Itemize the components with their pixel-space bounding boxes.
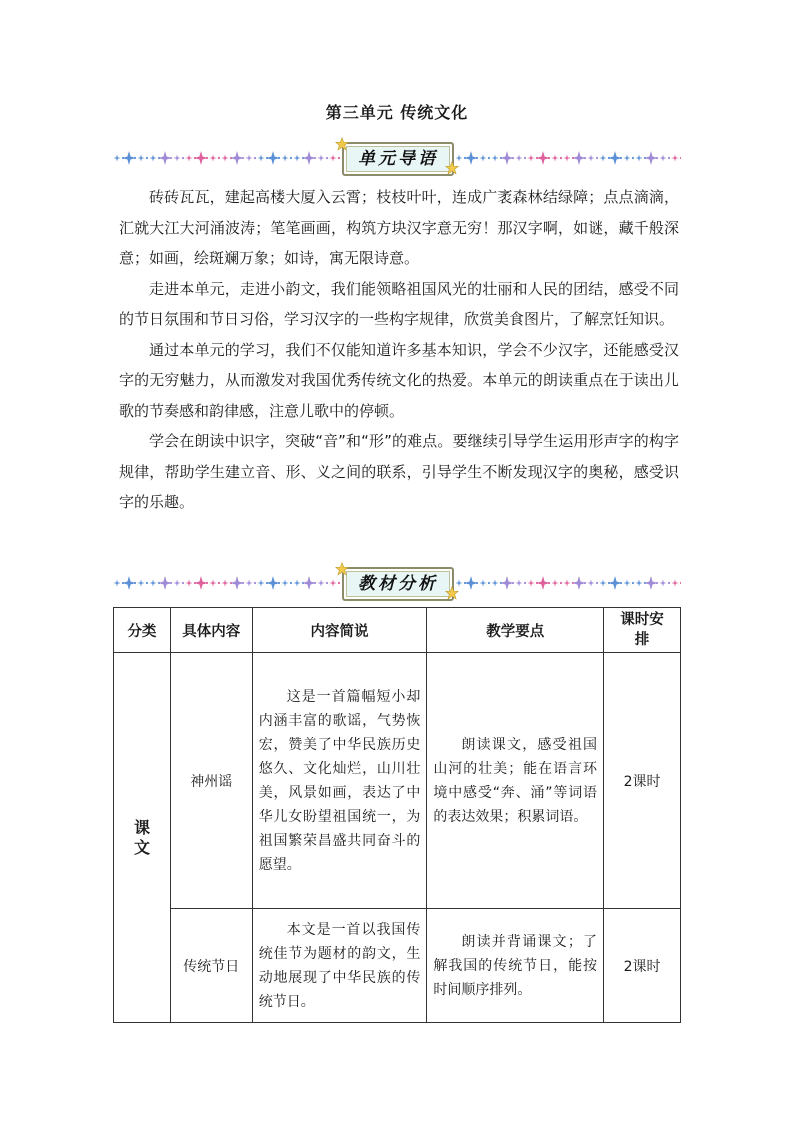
sparkle-icon [492,580,499,587]
header-summary: 内容简说 [252,608,427,653]
sparkle-icon [600,580,607,587]
sparkle-icon [258,580,265,587]
intro-paragraph: 学会在朗读中识字，突破“音”和“形”的难点。要继续引导学生运用形声字的构字规律，帮助学生建立音、形、义之间的联系，引导学生不断发现汉字的奥秘，感受识字的乐趣。 [119,432,679,511]
section-divider-intro [113,141,681,175]
section-badge-intro: 单元导语 [342,142,454,176]
sparkle-icon [294,155,301,162]
sparkle-icon [672,155,679,162]
ribbon-dot [512,582,514,584]
sparkle-icon [528,155,535,162]
sparkle-icon [158,576,172,590]
page-title: 第三单元 传统文化 [325,103,469,122]
sparkle-icon [464,151,478,165]
sparkle-icon [624,155,631,162]
sparkle-icon [318,580,325,587]
ribbon-dot [668,157,670,159]
sparkle-icon [194,151,208,165]
sparkle-icon [552,155,559,162]
ribbon-dot [548,582,550,584]
header-content: 具体内容 [170,608,252,653]
sparkle-icon [564,155,571,162]
ribbon-dot [476,582,478,584]
ribbon-dot [134,582,136,584]
summary-cell: 这是一首篇幅短小却内涵丰富的歌谣，气势恢宏，赞美了中华民族历史悠久、文化灿烂，山川壮美，风景如画，表达了中华儿女盼望祖国统一，为祖国繁荣昌盛共同奋斗的愿望。 [252,653,427,909]
sparkle-icon [600,155,607,162]
ribbon-dot [206,582,208,584]
unit-intro [119,182,679,518]
ribbon-dot [476,157,478,159]
sparkle-icon [500,576,514,590]
sparkle-icon [282,155,289,162]
star-icon [335,562,349,576]
sparkle-icon [294,580,301,587]
section-divider-analysis [113,566,681,600]
sparkle-icon [246,155,253,162]
sparkle-icon [114,155,121,162]
sparkle-icon [318,155,325,162]
ribbon-dot [338,582,340,584]
sparkle-icon [230,576,244,590]
ribbon-dot [254,582,256,584]
sparkle-icon [222,155,229,162]
ribbon-dot [326,157,328,159]
sparkle-icon [258,155,265,162]
sparkle-icon [230,151,244,165]
sparkle-icon [672,580,679,587]
sparkle-icon [330,155,337,162]
sparkle-icon [464,576,478,590]
sparkle-icon [564,580,571,587]
sparkle-icon [624,580,631,587]
sparkle-icon [138,580,145,587]
ribbon-dot [656,157,658,159]
sparkle-icon [210,580,217,587]
ribbon-dot [524,157,526,159]
ribbon-dot [314,157,316,159]
sparkle-icon [266,576,280,590]
sparkle-icon [480,155,487,162]
ribbon-dot [620,157,622,159]
intro-paragraph: 砖砖瓦瓦，建起高楼大厦入云霄；枝枝叶叶，连成广袤森林结绿障；点点滴滴，汇就大江大河涌波涛；笔笔画画，构筑方块汉字意无穷！那汉字啊，如谜，藏千般深意；如画，绘斑斓万象；如诗，寓无限诗意。 [119,188,679,267]
sparkle-icon [174,580,181,587]
content-cell: 传统节日 [170,909,252,1023]
ribbon-dot [488,582,490,584]
sparkle-icon [480,580,487,587]
sparkle-icon [302,151,316,165]
sparkle-icon [122,151,136,165]
hours-cell: 2课时 [604,653,681,909]
header-key-points: 教学要点 [427,608,604,653]
table-header-row [114,608,681,653]
header-category: 分类 [114,608,171,653]
intro-paragraph: 通过本单元的学习，我们不仅能知道许多基本知识，学会不少汉字，还能感受汉字的无穷魅力，从而激发对我国优秀传统文化的热爱。本单元的朗读重点在于读出儿歌的节奏感和韵律感，注意儿歌中的停顿。 [119,340,679,420]
category-cell: 课文 [114,653,171,1023]
header-hours: 课时安排 [604,608,681,653]
sparkle-icon [150,155,157,162]
sparkle-icon [636,155,643,162]
sparkle-icon [660,580,667,587]
ribbon-dot [596,582,598,584]
sparkle-icon [114,580,121,587]
ribbon-dot [632,582,634,584]
sparkle-icon [660,155,667,162]
ribbon-dot [668,582,670,584]
ribbon-dot [596,157,598,159]
sparkle-icon [138,155,145,162]
ribbon-dot [314,582,316,584]
ribbon-dot [560,157,562,159]
ribbon-dot [290,157,292,159]
ribbon-dot [290,582,292,584]
ribbon-dot [146,157,148,159]
textbook-analysis-table [113,607,681,1023]
sparkle-icon [222,580,229,587]
star-icon [445,586,459,600]
sparkle-icon [588,580,595,587]
sparkle-icon [186,155,193,162]
sparkle-icon [158,151,172,165]
star-icon [335,137,349,151]
ribbon-dot [278,582,280,584]
key-points-cell: 朗读并背诵课文；了解我国的传统节日，能按时间顺序排列。 [427,909,604,1023]
ribbon-dot [680,157,681,159]
sparkle-icon [492,155,499,162]
ribbon-dot [548,157,550,159]
ribbon-dot [146,582,148,584]
sparkle-icon [210,155,217,162]
table-row [114,653,681,909]
ribbon-dot [134,157,136,159]
ribbon-dot [524,582,526,584]
sparkle-icon [330,580,337,587]
ribbon-dot [242,582,244,584]
star-icon [445,161,459,175]
intro-paragraph: 走进本单元，走进小韵文，我们能领略祖国风光的壮丽和人民的团结，感受不同的节日氛围和节日习俗，学习汉字的一些构字规律，欣赏美食图片，了解烹饪知识。 [119,279,679,328]
ribbon-dot [182,157,184,159]
sparkle-icon [516,155,523,162]
ribbon-dot [488,157,490,159]
ribbon-dot [620,582,622,584]
section-badge-analysis: 教材分析 [342,567,454,601]
sparkle-icon [282,580,289,587]
sparkle-icon [174,155,181,162]
sparkle-icon [194,576,208,590]
sparkle-icon [302,576,316,590]
sparkle-icon [552,580,559,587]
ribbon-dot [680,582,681,584]
ribbon-dot [206,157,208,159]
ribbon-dot [632,157,634,159]
sparkle-icon [528,580,535,587]
ribbon-dot [584,157,586,159]
ribbon-dot [326,582,328,584]
ribbon-dot [560,582,562,584]
ribbon-dot [584,582,586,584]
summary-cell: 本文是一首以我国传统佳节为题材的韵文，生动地展现了中华民族的传统节日。 [252,909,427,1023]
ribbon-dot [218,157,220,159]
table-row [114,909,681,1023]
sparkle-icon [588,155,595,162]
ribbon-dot [218,582,220,584]
hours-cell: 2课时 [604,909,681,1023]
sparkle-icon [122,576,136,590]
sparkle-icon [516,580,523,587]
ribbon-dot [656,582,658,584]
sparkle-icon [246,580,253,587]
sparkle-icon [266,151,280,165]
ribbon-dot [182,582,184,584]
sparkle-icon [150,580,157,587]
ribbon-dot [170,582,172,584]
content-cell: 神州谣 [170,653,252,909]
ribbon-dot [242,157,244,159]
ribbon-dot [512,157,514,159]
sparkle-icon [186,580,193,587]
ribbon-dot [338,157,340,159]
key-points-cell: 朗读课文，感受祖国山河的壮美；能在语言环境中感受“奔、涌”等词语的表达效果；积累词语。 [427,653,604,909]
sparkle-icon [636,580,643,587]
ribbon-dot [254,157,256,159]
ribbon-dot [170,157,172,159]
sparkle-icon [500,151,514,165]
ribbon-dot [278,157,280,159]
